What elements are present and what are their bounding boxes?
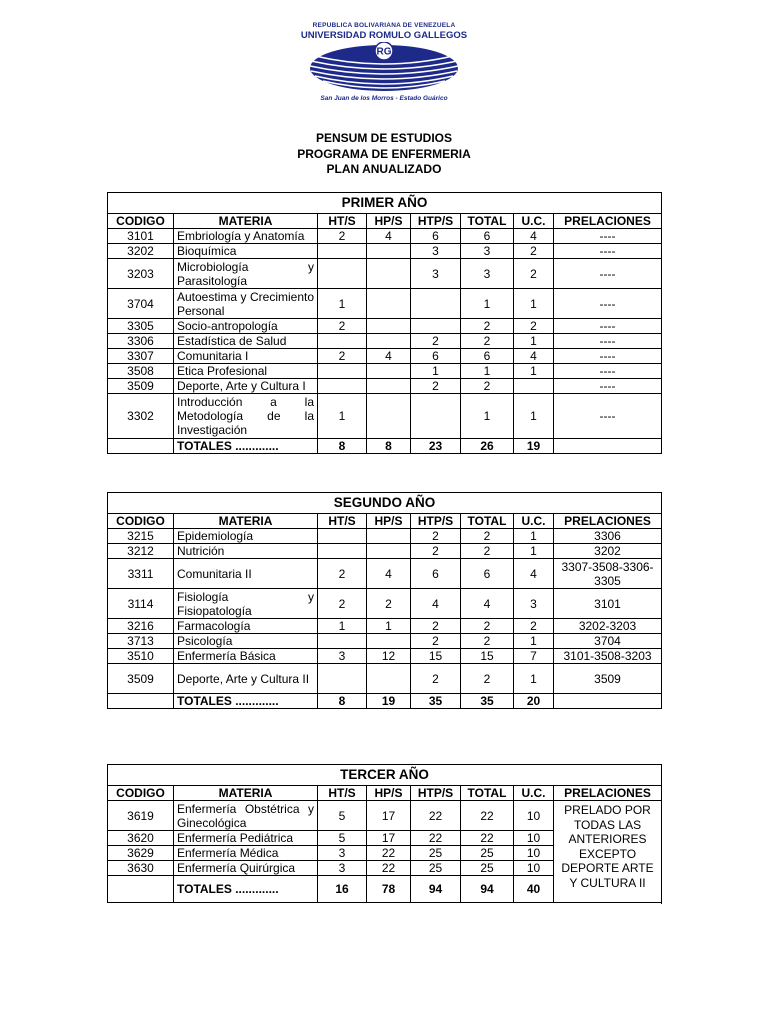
cell-htps: 2 <box>411 664 461 694</box>
col-materia: MATERIA <box>174 514 318 529</box>
republic-line: REPUBLICA BOLIVARIANA DE VENEZUELA <box>312 22 456 29</box>
cell-materia: Introducción a la Metodología de la Investigación <box>174 394 318 439</box>
cell-hps <box>367 529 411 544</box>
totals-label: TOTALES ............. <box>174 439 318 454</box>
cell-codigo: 3508 <box>108 364 174 379</box>
cell-hps <box>367 259 411 289</box>
cell-hps: 1 <box>367 619 411 634</box>
col-htps: HTP/S <box>411 786 461 801</box>
cell-materia: Autoestima y Crecimiento Personal <box>174 289 318 319</box>
cell-htps: 3 <box>411 244 461 259</box>
cell-uc: 1 <box>514 664 554 694</box>
cell-hts: 2 <box>318 229 367 244</box>
university-emblem-icon <box>299 42 469 94</box>
tercer-ano-table <box>107 764 662 903</box>
cell-uc <box>514 379 554 394</box>
table-row <box>108 244 662 259</box>
cell-uc: 7 <box>514 649 554 664</box>
cell-codigo: 3307 <box>108 349 174 364</box>
cell-materia: Psicología <box>174 634 318 649</box>
col-total: TOTAL <box>461 514 514 529</box>
cell-codigo: 3305 <box>108 319 174 334</box>
cell-uc: 3 <box>514 589 554 619</box>
cell-total: 1 <box>461 394 514 439</box>
table-row <box>108 289 662 319</box>
cell-materia: Embriología y Anatomía <box>174 229 318 244</box>
cell-empty <box>108 694 174 709</box>
cell-materia: Microbiología y Parasitología <box>174 259 318 289</box>
cell-total: 6 <box>461 229 514 244</box>
cell-empty <box>108 439 174 454</box>
cell-total: 6 <box>461 559 514 589</box>
cell-hps <box>367 334 411 349</box>
heading-line-1: PENSUM DE ESTUDIOS <box>315 131 453 145</box>
cell-hps: 4 <box>367 559 411 589</box>
cell-codigo: 3306 <box>108 334 174 349</box>
cell-hps: 17 <box>367 831 411 846</box>
total-htps: 35 <box>411 694 461 709</box>
cell-total: 2 <box>461 664 514 694</box>
table-row <box>108 801 662 831</box>
table-row <box>108 529 662 544</box>
col-codigo: CODIGO <box>108 786 174 801</box>
cell-htps: 2 <box>411 544 461 559</box>
table-row <box>108 259 662 289</box>
cell-hts: 3 <box>318 649 367 664</box>
col-hps: HP/S <box>367 214 411 229</box>
cell-prelaciones: ---- <box>554 364 662 379</box>
cell-hts <box>318 529 367 544</box>
table-row <box>108 394 662 439</box>
cell-codigo: 3704 <box>108 289 174 319</box>
total-hts: 16 <box>318 876 367 903</box>
cell-prelaciones: ---- <box>554 229 662 244</box>
cell-prelaciones: 3307-3508-3306-3305 <box>554 559 662 589</box>
cell-htps: 2 <box>411 334 461 349</box>
cell-codigo: 3101 <box>108 229 174 244</box>
header-row <box>108 786 662 801</box>
total-prelaciones <box>554 439 662 454</box>
table-row <box>108 589 662 619</box>
cell-prelaciones: ---- <box>554 289 662 319</box>
col-htps: HTP/S <box>411 214 461 229</box>
total-hps: 8 <box>367 439 411 454</box>
cell-materia: Bioquímica <box>174 244 318 259</box>
year-title: PRIMER AÑO <box>108 193 662 214</box>
cell-prelaciones: ---- <box>554 334 662 349</box>
cell-hps <box>367 634 411 649</box>
col-prelaciones: PRELACIONES <box>554 786 662 801</box>
col-hts: HT/S <box>318 786 367 801</box>
cell-htps: 25 <box>411 861 461 876</box>
cell-codigo: 3311 <box>108 559 174 589</box>
cell-codigo: 3630 <box>108 861 174 876</box>
cell-hts: 3 <box>318 846 367 861</box>
cell-codigo: 3202 <box>108 244 174 259</box>
totals-label: TOTALES ............. <box>174 694 318 709</box>
table-row <box>108 379 662 394</box>
cell-prelaciones: ---- <box>554 244 662 259</box>
cell-hps <box>367 394 411 439</box>
primer-ano-table <box>107 192 662 454</box>
cell-hts: 5 <box>318 801 367 831</box>
table-row <box>108 544 662 559</box>
cell-htps: 2 <box>411 379 461 394</box>
cell-total: 4 <box>461 589 514 619</box>
cell-hps: 22 <box>367 846 411 861</box>
total-htps: 23 <box>411 439 461 454</box>
cell-htps: 15 <box>411 649 461 664</box>
cell-hps: 4 <box>367 229 411 244</box>
cell-htps <box>411 319 461 334</box>
col-hps: HP/S <box>367 786 411 801</box>
cell-htps <box>411 289 461 319</box>
cell-materia: Enfermería Médica <box>174 846 318 861</box>
col-hts: HT/S <box>318 514 367 529</box>
col-uc: U.C. <box>514 214 554 229</box>
cell-total: 22 <box>461 831 514 846</box>
cell-total: 15 <box>461 649 514 664</box>
total-uc: 19 <box>514 439 554 454</box>
table-row <box>108 649 662 664</box>
cell-htps: 22 <box>411 801 461 831</box>
cell-prelaciones: 3202 <box>554 544 662 559</box>
year-title: SEGUNDO AÑO <box>108 493 662 514</box>
cell-hps <box>367 364 411 379</box>
cell-hps: 2 <box>367 589 411 619</box>
cell-total: 22 <box>461 801 514 831</box>
cell-uc: 1 <box>514 394 554 439</box>
cell-hts: 1 <box>318 394 367 439</box>
col-total: TOTAL <box>461 214 514 229</box>
cell-total: 2 <box>461 319 514 334</box>
cell-codigo: 3215 <box>108 529 174 544</box>
cell-hts: 5 <box>318 831 367 846</box>
table-row <box>108 349 662 364</box>
cell-htps: 25 <box>411 846 461 861</box>
cell-uc: 10 <box>514 861 554 876</box>
cell-prelaciones: ---- <box>554 349 662 364</box>
cell-materia: Etica Profesional <box>174 364 318 379</box>
totals-label: TOTALES ............. <box>174 876 318 903</box>
cell-htps: 2 <box>411 619 461 634</box>
header-row <box>108 214 662 229</box>
cell-hts <box>318 664 367 694</box>
cell-prelaciones: ---- <box>554 394 662 439</box>
total-uc: 40 <box>514 876 554 903</box>
cell-materia: Farmacología <box>174 619 318 634</box>
cell-hts: 1 <box>318 289 367 319</box>
cell-hps: 17 <box>367 801 411 831</box>
cell-hts <box>318 364 367 379</box>
table-row <box>108 559 662 589</box>
cell-total: 2 <box>461 634 514 649</box>
cell-total: 1 <box>461 289 514 319</box>
cell-htps: 1 <box>411 364 461 379</box>
cell-hps <box>367 319 411 334</box>
total-total: 26 <box>461 439 514 454</box>
col-uc: U.C. <box>514 786 554 801</box>
cell-materia: Enfermería Quirúrgica <box>174 861 318 876</box>
cell-hts <box>318 544 367 559</box>
cell-hps <box>367 244 411 259</box>
cell-codigo: 3114 <box>108 589 174 619</box>
cell-codigo: 3509 <box>108 664 174 694</box>
document-heading <box>0 131 768 178</box>
total-hts: 8 <box>318 439 367 454</box>
totals-row <box>108 439 662 454</box>
cell-hps <box>367 664 411 694</box>
cell-htps <box>411 394 461 439</box>
cell-codigo: 3713 <box>108 634 174 649</box>
table-row <box>108 319 662 334</box>
heading-line-2: PROGRAMA DE ENFERMERIA <box>297 146 471 161</box>
total-prelaciones <box>554 694 662 709</box>
cell-uc: 1 <box>514 364 554 379</box>
cell-total: 6 <box>461 349 514 364</box>
cell-hts: 3 <box>318 861 367 876</box>
total-total: 35 <box>461 694 514 709</box>
header-row <box>108 514 662 529</box>
cell-prelaciones: 3101-3508-3203 <box>554 649 662 664</box>
cell-uc: 4 <box>514 349 554 364</box>
table-row <box>108 334 662 349</box>
table-row <box>108 634 662 649</box>
cell-materia: Deporte, Arte y Cultura I <box>174 379 318 394</box>
cell-codigo: 3203 <box>108 259 174 289</box>
col-hts: HT/S <box>318 214 367 229</box>
cell-hts: 2 <box>318 319 367 334</box>
cell-hps: 4 <box>367 349 411 364</box>
cell-prelaciones: ---- <box>554 319 662 334</box>
cell-total: 3 <box>461 244 514 259</box>
cell-materia: Epidemiología <box>174 529 318 544</box>
col-prelaciones: PRELACIONES <box>554 214 662 229</box>
cell-materia: Enfermería Básica <box>174 649 318 664</box>
cell-htps: 6 <box>411 349 461 364</box>
cell-uc: 4 <box>514 229 554 244</box>
segundo-ano-table <box>107 492 662 709</box>
cell-materia: Comunitaria II <box>174 559 318 589</box>
totals-row <box>108 694 662 709</box>
cell-total: 2 <box>461 334 514 349</box>
cell-htps: 2 <box>411 529 461 544</box>
cell-materia: Estadística de Salud <box>174 334 318 349</box>
total-hps: 19 <box>367 694 411 709</box>
table-row <box>108 664 662 694</box>
cell-total: 25 <box>461 861 514 876</box>
col-codigo: CODIGO <box>108 514 174 529</box>
cell-materia: Enfermería Pediátrica <box>174 831 318 846</box>
campus-location: San Juan de los Morros - Estado Guárico <box>320 95 448 102</box>
cell-uc: 4 <box>514 559 554 589</box>
cell-hts: 2 <box>318 349 367 364</box>
cell-codigo: 3619 <box>108 801 174 831</box>
cell-codigo: 3620 <box>108 831 174 846</box>
cell-total: 2 <box>461 529 514 544</box>
cell-hps <box>367 379 411 394</box>
cell-prelaciones: ---- <box>554 259 662 289</box>
cell-uc: 1 <box>514 529 554 544</box>
cell-uc: 2 <box>514 319 554 334</box>
total-uc: 20 <box>514 694 554 709</box>
cell-prelaciones-note: PRELADO POR TODAS LAS ANTERIORES EXCEPTO DEPORTE ARTE Y CULTURA II <box>554 801 662 903</box>
cell-uc: 10 <box>514 801 554 831</box>
cell-codigo: 3216 <box>108 619 174 634</box>
cell-htps: 6 <box>411 229 461 244</box>
cell-uc: 1 <box>514 289 554 319</box>
col-codigo: CODIGO <box>108 214 174 229</box>
table-row <box>108 619 662 634</box>
cell-uc: 2 <box>514 259 554 289</box>
cell-hts <box>318 379 367 394</box>
cell-codigo: 3629 <box>108 846 174 861</box>
total-total: 94 <box>461 876 514 903</box>
cell-uc: 1 <box>514 544 554 559</box>
cell-prelaciones: 3306 <box>554 529 662 544</box>
cell-uc: 2 <box>514 619 554 634</box>
cell-hts: 1 <box>318 619 367 634</box>
cell-empty <box>108 876 174 903</box>
cell-htps: 6 <box>411 559 461 589</box>
cell-codigo: 3509 <box>108 379 174 394</box>
cell-prelaciones: 3101 <box>554 589 662 619</box>
cell-hts <box>318 244 367 259</box>
cell-htps: 22 <box>411 831 461 846</box>
cell-hts: 2 <box>318 589 367 619</box>
cell-prelaciones: 3202-3203 <box>554 619 662 634</box>
cell-materia: Socio-antropología <box>174 319 318 334</box>
cell-uc: 2 <box>514 244 554 259</box>
cell-materia: Enfermería Obstétrica y Ginecológica <box>174 801 318 831</box>
total-hps: 78 <box>367 876 411 903</box>
cell-materia: Comunitaria I <box>174 349 318 364</box>
cell-htps: 2 <box>411 634 461 649</box>
cell-uc: 10 <box>514 846 554 861</box>
cell-hps: 22 <box>367 861 411 876</box>
cell-prelaciones: 3704 <box>554 634 662 649</box>
cell-materia: Deporte, Arte y Cultura II <box>174 664 318 694</box>
cell-hts <box>318 334 367 349</box>
cell-materia: Fisiología y Fisiopatología <box>174 589 318 619</box>
col-uc: U.C. <box>514 514 554 529</box>
col-total: TOTAL <box>461 786 514 801</box>
total-hts: 8 <box>318 694 367 709</box>
cell-hps <box>367 289 411 319</box>
cell-total: 2 <box>461 619 514 634</box>
year-title: TERCER AÑO <box>108 765 662 786</box>
cell-codigo: 3302 <box>108 394 174 439</box>
university-logo <box>284 22 484 112</box>
cell-total: 2 <box>461 544 514 559</box>
university-name: UNIVERSIDAD ROMULO GALLEGOS <box>300 30 468 41</box>
col-prelaciones: PRELACIONES <box>554 514 662 529</box>
cell-total: 1 <box>461 364 514 379</box>
col-materia: MATERIA <box>174 214 318 229</box>
cell-uc: 1 <box>514 334 554 349</box>
cell-prelaciones: ---- <box>554 379 662 394</box>
cell-hps: 12 <box>367 649 411 664</box>
cell-htps: 3 <box>411 259 461 289</box>
cell-hts <box>318 259 367 289</box>
cell-uc: 10 <box>514 831 554 846</box>
cell-hts: 2 <box>318 559 367 589</box>
col-htps: HTP/S <box>411 514 461 529</box>
cell-hps <box>367 544 411 559</box>
svg-text:RG: RG <box>376 46 392 58</box>
total-htps: 94 <box>411 876 461 903</box>
cell-codigo: 3212 <box>108 544 174 559</box>
cell-materia: Nutrición <box>174 544 318 559</box>
cell-total: 2 <box>461 379 514 394</box>
heading-line-3: PLAN ANUALIZADO <box>326 162 442 176</box>
table-row <box>108 229 662 244</box>
cell-uc: 1 <box>514 634 554 649</box>
col-hps: HP/S <box>367 514 411 529</box>
cell-codigo: 3510 <box>108 649 174 664</box>
cell-htps: 4 <box>411 589 461 619</box>
cell-total: 3 <box>461 259 514 289</box>
cell-total: 25 <box>461 846 514 861</box>
table-row <box>108 364 662 379</box>
cell-hts <box>318 634 367 649</box>
col-materia: MATERIA <box>174 786 318 801</box>
cell-prelaciones: 3509 <box>554 664 662 694</box>
